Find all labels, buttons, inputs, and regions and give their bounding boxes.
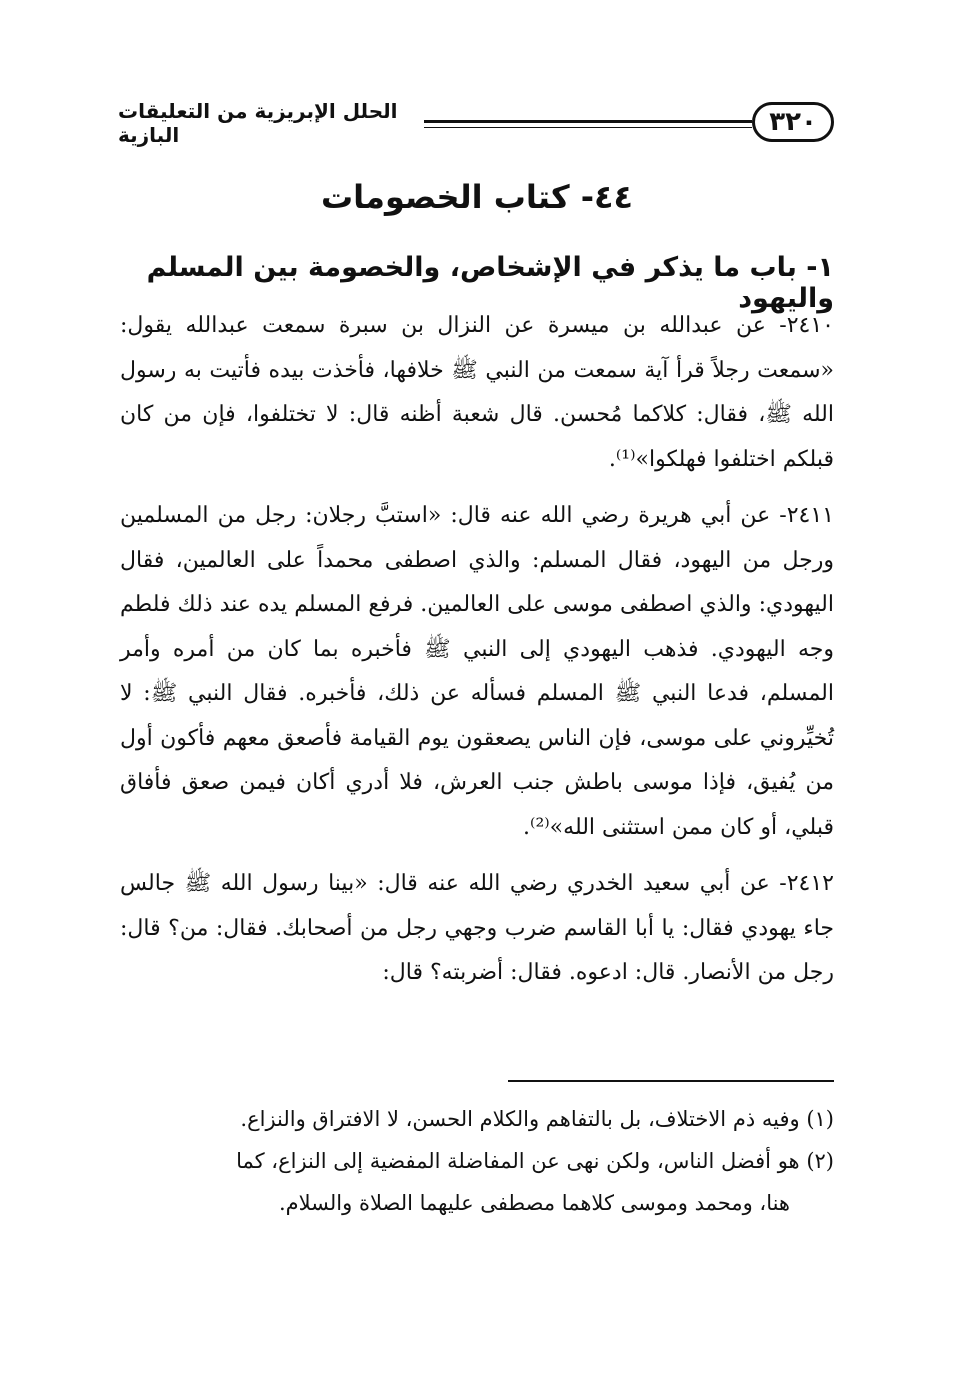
header-rule <box>424 120 752 128</box>
footnote-marker: (١) <box>806 1107 834 1131</box>
footnote-text: هو أفضل الناس، ولكن نهى عن المفاضلة المفضية إلى النزاع، كما <box>236 1149 800 1173</box>
hadith-2410: ٢٤١٠- عن عبدالله بن ميسرة عن النزال بن سبرة سمعت عبدالله يقول: «سمعت رجلاً قرأ آية سمعت من النبي ﷺ خلافها، فأخذت بيده فأتيت به رسول الله ﷺ، فقال: كلاكما مُحسن. قال شعبة أظنه قال: لا تختلفوا، فإن من كان قبلكم اختلفوا فهلكوا»⁽¹⁾. <box>120 313 834 472</box>
footnote-2-continuation: هنا، ومحمد وموسى كلاهما مصطفى عليهما الصلاة والسلام. <box>278 1191 790 1215</box>
chapter-title: ٤٤- كتاب الخصومات <box>320 178 634 216</box>
footnotes <box>120 1098 834 1224</box>
hadith-2411: ٢٤١١- عن أبي هريرة رضي الله عنه قال: «استبَّ رجلان: رجل من المسلمين ورجل من اليهود، فقال المسلم: والذي اصطفى محمداً على العالمين، فقال اليهودي: والذي اصطفى موسى على العالمين. فرفع المسلم يده عند ذلك فلطم وجه اليهودي. فذهب اليهودي إلى النبي ﷺ فأخبره بما كان من أمره وأمر المسلم، فدعا النبي ﷺ المسلم فسأله عن ذلك، فأخبره. فقال النبي ﷺ: لا تُخيِّروني على موسى، فإن الناس يصعقون يوم القيامة فأصعق معهم فأكون أول من يُفيق، فإذا موسى باطش جنب العرش، فلا أدري أكان فيمن صعق فأفاق قبلي، أو كان ممن استثنى الله»⁽²⁾. <box>120 503 834 840</box>
page-number: ٣٢٠ <box>752 102 834 142</box>
hadith-2412: ٢٤١٢- عن أبي سعيد الخدري رضي الله عنه قال: «بينا رسول الله ﷺ جالس جاء يهودي فقال: يا أبا القاسم ضرب وجهي رجل من أصحابك. فقال: من؟ قال: رجل من الأنصار. قال: ادعوه. فقال: أضربته؟ قال: <box>120 871 834 985</box>
section-title: ١- باب ما يذكر في الإشخاص، والخصومة بين المسلم واليهود <box>146 252 834 314</box>
footnote-separator <box>508 1080 834 1082</box>
book-title: الحلل الإبريزية من التعليقات البازية <box>118 99 398 147</box>
footnote-text: وفيه ذم الاختلاف، بل بالتفاهم والكلام الحسن، لا الافتراق والنزاع. <box>240 1107 800 1131</box>
page-header <box>118 94 834 160</box>
footnote-1 <box>120 1098 834 1140</box>
main-text <box>120 304 834 1008</box>
footnote-marker: (٢) <box>806 1149 834 1173</box>
footnote-2 <box>120 1140 834 1182</box>
